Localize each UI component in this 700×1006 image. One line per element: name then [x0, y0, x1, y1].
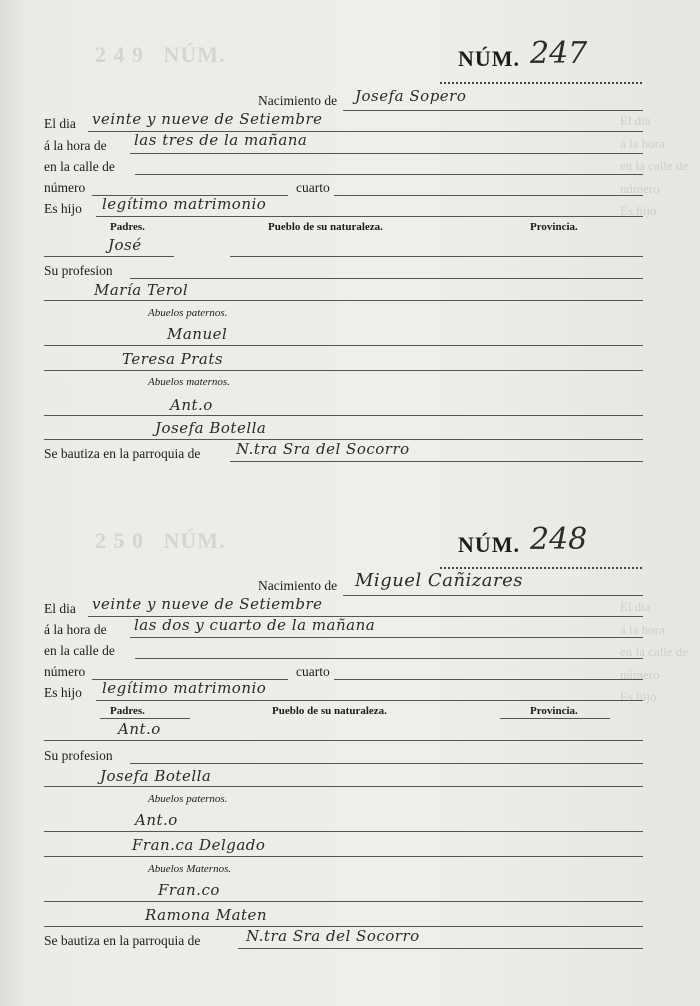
name-value: Miguel Cañizares [355, 570, 523, 591]
label-profesion: Su profesion [44, 263, 113, 278]
rule [96, 216, 643, 217]
maternal-grandmother-value: Ramona Maten [145, 906, 268, 924]
label-nacimiento: Nacimiento de [258, 578, 338, 593]
separator [440, 82, 642, 84]
parish-value: N.tra Sra del Socorro [236, 440, 410, 458]
label-abuelos-maternos: Abuelos Maternos. [148, 863, 232, 875]
filiation-value: legítimo matrimonio [102, 195, 267, 213]
mother-value: Josefa Botella [100, 767, 212, 785]
label-bautiza: Se bautiza en la parroquia de [44, 446, 201, 461]
rule [44, 300, 643, 301]
rule [238, 948, 643, 949]
day-value: veinte y nueve de Setiembre [92, 110, 323, 128]
separator [440, 567, 642, 569]
rule [44, 901, 643, 902]
maternal-grandmother-value: Josefa Botella [155, 419, 267, 437]
label-hora: á la hora de [44, 622, 107, 637]
rule [130, 153, 643, 154]
rule [334, 679, 643, 680]
rule [44, 786, 643, 787]
rule [500, 718, 610, 719]
label-cuarto: cuarto [296, 664, 330, 679]
rule [100, 718, 190, 719]
name-value: Josefa Sopero [355, 87, 467, 105]
col-padres: Padres. [110, 705, 145, 717]
record-number: 247 [530, 36, 588, 71]
label-dia: El dia [44, 116, 76, 131]
col-pueblo: Pueblo de su naturaleza. [272, 705, 387, 717]
maternal-grandfather-value: Fran.co [158, 881, 220, 899]
col-provincia: Provincia. [530, 221, 578, 233]
ghost-number: 2 5 0 NÚM. [95, 528, 226, 553]
label-nacimiento: Nacimiento de [258, 93, 338, 108]
label-hijo: Es hijo [44, 685, 82, 700]
ghost-number: 2 4 9 NÚM. [95, 42, 226, 67]
label-calle: en la calle de [44, 643, 115, 658]
hour-value: las tres de la mañana [134, 131, 308, 149]
rule [343, 595, 643, 596]
rule [135, 658, 643, 659]
ghost-labels: El dia á la hora en la calle de número Es hijo [620, 599, 689, 704]
label-numero: número [44, 180, 86, 195]
rule [44, 256, 174, 257]
rule [334, 195, 643, 196]
col-pueblo: Pueblo de su naturaleza. [268, 221, 383, 233]
label-profesion: Su profesion [44, 748, 113, 763]
filiation-value: legítimo matrimonio [102, 679, 267, 697]
hour-value: las dos y cuarto de la mañana [134, 616, 376, 634]
rule [230, 256, 643, 257]
label-numero: número [44, 664, 86, 679]
rule [44, 856, 643, 857]
rule [44, 740, 643, 741]
record-number-label: NÚM. [458, 46, 521, 71]
ghost-labels: El dia á la hora en la calle de número Es hijo [620, 113, 689, 218]
day-value: veinte y nueve de Setiembre [92, 595, 323, 613]
label-hora: á la hora de [44, 138, 107, 153]
paternal-grandmother-value: Teresa Prats [122, 350, 224, 368]
rule [135, 174, 643, 175]
col-padres: Padres. [110, 221, 145, 233]
paternal-grandmother-value: Fran.ca Delgado [132, 836, 266, 854]
label-abuelos-paternos: Abuelos paternos. [148, 307, 228, 319]
label-bautiza: Se bautiza en la parroquia de [44, 933, 201, 948]
paternal-grandfather-value: Manuel [167, 325, 228, 343]
rule [130, 763, 643, 764]
rule [44, 370, 643, 371]
record-number-label: NÚM. [458, 532, 521, 557]
rule [44, 415, 643, 416]
label-abuelos-maternos: Abuelos maternos. [148, 376, 230, 388]
label-hijo: Es hijo [44, 201, 82, 216]
rule [343, 110, 643, 111]
father-value: Ant.o [118, 720, 161, 738]
label-calle: en la calle de [44, 159, 115, 174]
col-provincia: Provincia. [530, 705, 578, 717]
father-value: José [108, 236, 142, 254]
parish-value: N.tra Sra del Socorro [246, 927, 420, 945]
rule [130, 637, 643, 638]
label-cuarto: cuarto [296, 180, 330, 195]
record-number: 248 [530, 522, 588, 557]
rule [130, 278, 643, 279]
label-dia: El dia [44, 601, 76, 616]
mother-value: María Terol [94, 281, 189, 299]
rule [230, 461, 643, 462]
rule [44, 831, 643, 832]
rule [96, 700, 643, 701]
maternal-grandfather-value: Ant.o [170, 396, 213, 414]
label-abuelos-paternos: Abuelos paternos. [148, 793, 228, 805]
rule [44, 345, 643, 346]
paternal-grandfather-value: Ant.o [135, 811, 178, 829]
